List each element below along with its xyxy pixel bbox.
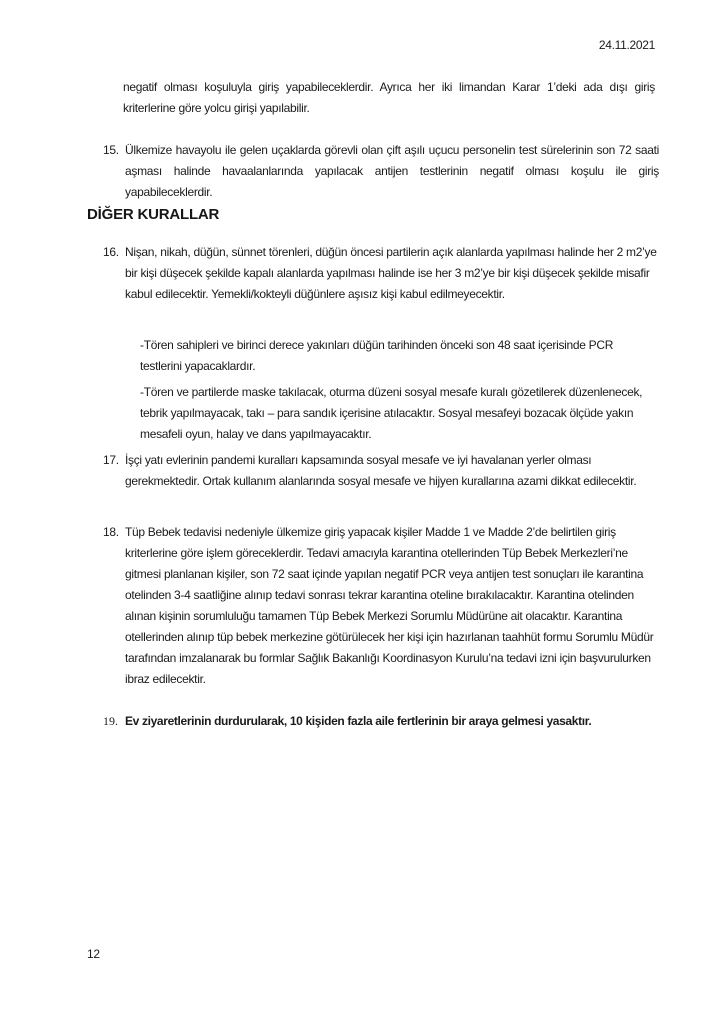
page-number: 12 [87,947,100,961]
item-text: Tüp Bebek tedavisi nedeniyle ülkemize giriş yapacak kişiler Madde 1 ve Madde 2’de belirtilen giriş kriterlerine göre işlem göreceklerdir. Tedavi amacıyla karantina otellerinden Tüp Bebek Merkezleri’ne gitmesi planlanan kişiler, son 72 saat içinde yapılan negatif PCR veya antijen test sonuçları ile karantina otelinden 3-4 saatliğine alınıp tedavi sonrası tekrar karantina oteline bırakılacaktır. Karantina otelinden alınan kişinin sorumluluğu tamamen Tüp Bebek Merkezi Sorumlu Müdürüne ait olacaktır. Karantina otellerinden alınıp tüp bebek merkezine götürülecek her kişi için hazırlanan taahhüt formu Sorumlu Müdür tarafından imzalanarak bu formlar Sağlık Bakanlığı Koordinasyon Kurulu’na tedavi izni için başvurulurken ibraz edilecektir. [125,525,654,686]
list-item-18 [103,522,659,690]
item-number: 17. [103,453,119,467]
list-item-19 [103,711,659,732]
item-number: 15. [103,143,119,157]
item-text: İşçi yatı evlerinin pandemi kuralları kapsamında sosyal mesafe ve iyi havalanan yerler olması gerekmektedir. Ortak kullanım alanlarında sosyal mesafe ve hijyen kurallarına azami dikkat edilecektir. [125,453,637,488]
item-number: 18. [103,525,119,539]
sub-item-mask: -Tören ve partilerde maske takılacak, oturma düzeni sosyal mesafe kuralı gözetilerek düzenlenecek, tebrik yapılmayacak, takı – para sandık içerisine atılacaktır. Sosyal mesafeyi bozacak ölçüde yakın mesafeli oyun, halay ve dans yapılmayacaktır. [140,385,643,441]
item-number: 19. [103,714,118,728]
item-text: Nişan, nikah, düğün, sünnet törenleri, düğün öncesi partilerin açık alanlarda yapılması halinde her 2 m2’ye bir kişi düşecek şekilde kapalı alanlarda yapılması halinde ise her 3 m2’ye bir kişi düşecek şekilde misafir kabul edilecektir. Yemekli/kokteyli düğünlere aşısız kişi kabul edilmeyecektir. [125,245,657,301]
sub-item-pcr: -Tören sahipleri ve birinci derece yakınları düğün tarihinden önceki son 48 saat içerisinde PCR testlerini yapacaklardır. [140,338,614,373]
paragraph-continuation: negatif olması koşuluyla giriş yapabileceklerdir. Ayrıca her iki limandan Karar 1’deki ada dışı giriş kriterlerine göre yolcu girişi yapılabilir. [123,80,655,115]
document-date: 24.11.2021 [598,38,655,52]
section-heading: DİĞER KURALLAR [87,206,220,223]
list-item-16 [103,242,659,305]
item-number: 16. [103,245,119,259]
item-text: Ev ziyaretlerinin durdurularak, 10 kişiden fazla aile fertlerinin bir araya gelmesi yasaktır. [125,714,592,728]
item-text: Ülkemize havayolu ile gelen uçaklarda görevli olan çift aşılı uçucu personelin test sürelerinin son 72 saati aşması halinde havaalanlarında yapılacak antijen testlerinin negatif olması koşulu ile giriş yapabileceklerdir. [125,143,659,199]
list-item-15 [103,140,659,203]
list-item-17 [103,450,659,492]
